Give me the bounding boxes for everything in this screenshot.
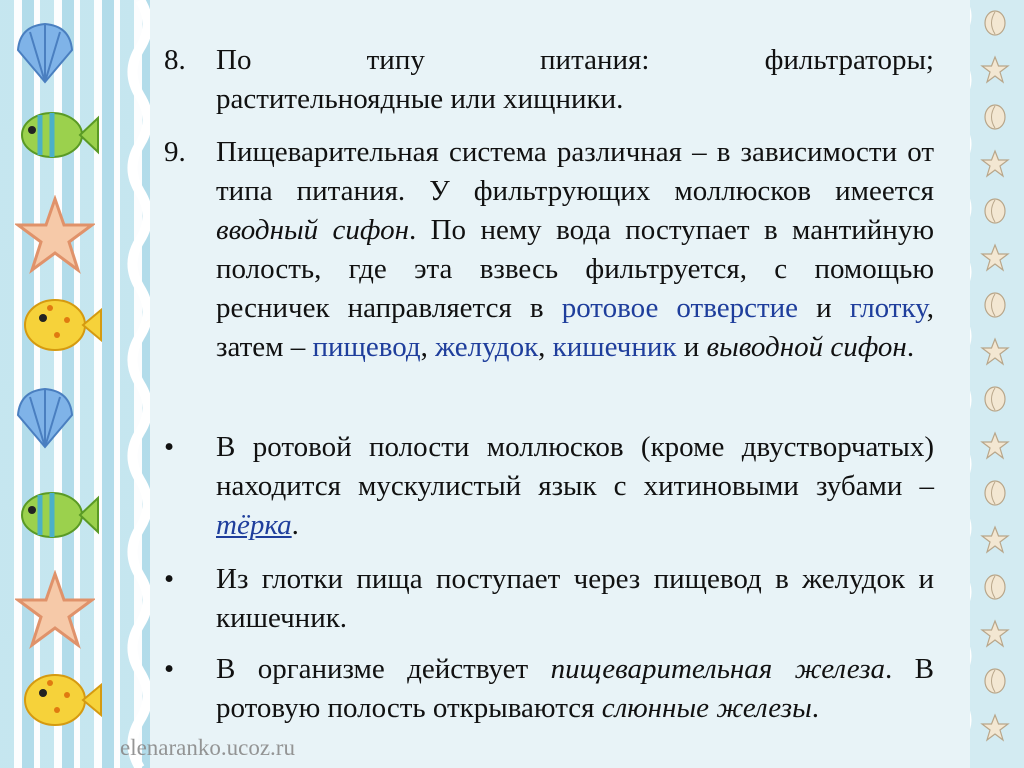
shell-icon [980, 572, 1010, 602]
starfish-icon [980, 243, 1010, 273]
term-mouth: ротовое отверстие [561, 292, 799, 324]
shell-icon [980, 384, 1010, 414]
starfish-icon [980, 55, 1010, 85]
text-run: . По нему вода поступает в мантийную полость, где эта взвесь фильтруется, с помощью ресничек направляется в [216, 214, 934, 324]
term-intestine: кишечник [552, 331, 677, 363]
shell-icon [980, 290, 1010, 320]
radula-link[interactable]: тёрка [216, 509, 292, 541]
shell-icon [980, 102, 1010, 132]
text-run: , [420, 331, 436, 363]
list-item-8 [164, 41, 934, 119]
shell-icon [10, 20, 80, 90]
text-run: . [906, 331, 915, 363]
fish-icon [10, 480, 100, 550]
text-run: , [538, 331, 553, 363]
starfish-icon [980, 713, 1010, 743]
text-run: . В ротовую полость открываются [216, 653, 935, 724]
bullet-marker: • [164, 653, 175, 685]
item-text: Из глотки пища поступает через пищевод в желудок и кишечник. [216, 563, 934, 634]
starfish-icon [15, 570, 95, 650]
list-marker: 8. [164, 44, 186, 76]
starfish-icon [980, 337, 1010, 367]
text-run: , затем – [216, 292, 934, 363]
shell-icon [980, 478, 1010, 508]
slide-content [150, 0, 970, 768]
starfish-icon [980, 431, 1010, 461]
term-digestive-gland: пищеварительная железа [550, 653, 886, 685]
item-text [216, 428, 934, 545]
shell-icon [10, 385, 80, 455]
watermark: elenaranko.ucoz.ru [120, 735, 295, 760]
shell-icon [980, 8, 1010, 38]
text-run: . [291, 509, 299, 541]
pufferfish-icon [15, 665, 105, 735]
starfish-icon [15, 195, 95, 275]
bullet-item-pharynx [164, 560, 934, 638]
text-run: и [676, 331, 707, 363]
term-stomach: желудок [435, 331, 539, 363]
term-esophagus: пищевод [312, 331, 421, 363]
fish-icon [10, 100, 100, 170]
list-marker: 9. [164, 136, 186, 168]
list-item-9 [164, 133, 934, 367]
bullet-marker: • [164, 563, 175, 595]
item-text: растительноядные или хищники. [216, 83, 624, 115]
text-run: Пищеварительная система различная – в зависимости от типа питания. У фильтрующих моллюсков имеется [216, 136, 934, 207]
starfish-icon [980, 619, 1010, 649]
term-outlet-siphon: выводной сифон [706, 331, 907, 363]
term-salivary-glands: слюнные железы [601, 692, 812, 724]
item-text [216, 650, 934, 728]
bullet-item-radula [164, 428, 934, 545]
starfish-icon [980, 525, 1010, 555]
text-run: В ротовой полости моллюсков (кроме двустворчатых) находится мускулистый язык с хитиновыми зубами – [216, 431, 934, 502]
pufferfish-icon [15, 290, 105, 360]
text-run: В организме действует [216, 653, 551, 685]
text-run: и [798, 292, 850, 324]
item-text-line: По типу питания: фильтраторы; [216, 44, 934, 76]
term-pharynx: глотку [849, 292, 927, 324]
shell-icon [980, 666, 1010, 696]
item-text [216, 133, 934, 367]
bullet-marker: • [164, 431, 175, 463]
text-run: . [811, 692, 820, 724]
term-inlet-siphon: вводный сифон [216, 214, 409, 246]
starfish-icon [980, 149, 1010, 179]
shell-icon [980, 196, 1010, 226]
bullet-item-gland [164, 650, 934, 728]
